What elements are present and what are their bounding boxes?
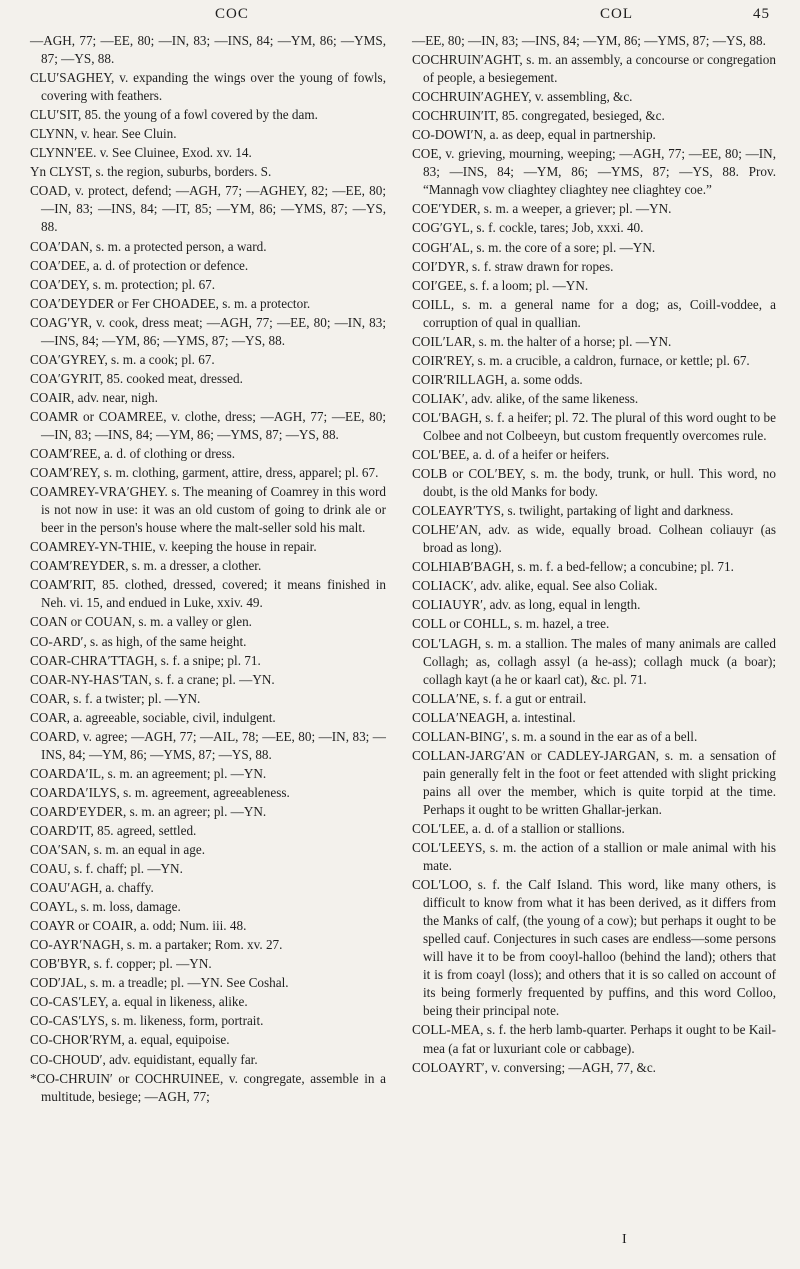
dictionary-entry: COLIAUYR′, adv. as long, equal in length. [412,597,641,613]
left-column [30,32,386,1107]
signature-mark: I [622,1232,627,1247]
dictionary-entry: CO-CHOR′RYM, a. equal, equipoise. [30,1032,230,1048]
dictionary-entry: COE′YDER, s. m. a weeper, a griever; pl. —YN. [412,201,672,217]
dictionary-entry: COAM′REY, s. m. clothing, garment, attire, dress, apparel; pl. 67. [30,465,379,481]
dictionary-entry: COA′DEE, a. d. of protection or defence. [30,257,249,273]
dictionary-entry: COL′BAGH, s. f. a heifer; pl. 72. The plural of this word ought to be Colbee and not Colbeeyn, but custom frequently overcomes rule. [412,409,776,443]
dictionary-entry: COLLAN-JARG′AN or CADLEY-JARGAN, s. m. a sensation of pain generally felt in the foot or feet attended with slight pricking pains all over the member, which is quite torpid at the time. Perhaps it ought to be written Ghallar-jerkan. [412,747,776,817]
left-guide-word: COC [215,6,249,22]
dictionary-entry: COAR, s. f. a twister; pl. —YN. [30,690,201,706]
dictionary-entry: COAMREY-YN-THIE, v. keeping the house in repair. [30,539,317,555]
dictionary-entry: COAMREY-VRA′GHEY. s. The meaning of Coamrey in this word is not now in use: it was an old custom of going to drink ale or beer in the person's house where the malt-seller sold his malt. [30,484,386,536]
dictionary-entry: COCHRUIN′IT, 85. congregated, besieged, &c. [412,108,665,124]
dictionary-entry: COA′DEYDER or Fer CHOADEE, s. m. a protector. [30,295,311,311]
dictionary-entry: CO-CAS′LYS, s. m. likeness, form, portrait. [30,1013,264,1029]
dictionary-entry: COAD, v. protect, defend; —AGH, 77; —AGHEY, 82; —EE, 80; —IN, 83; —INS, 84; —IT, 85; —YM, 86; —YMS, 87; —YS, 88. [30,183,386,235]
dictionary-entry: COLOAYRT′, v. conversing; —AGH, 77, &c. [412,1059,656,1075]
dictionary-entry: COLLA′NEAGH, a. intestinal. [412,709,576,725]
right-guide-word: COL [600,6,633,22]
dictionary-entry: CO-DOWI′N, a. as deep, equal in partnership. [412,127,656,143]
right-column [412,32,776,1078]
dictionary-entry: COILL, s. m. a general name for a dog; as, Coill-voddee, a corruption of qual in quallian. [412,296,776,330]
dictionary-entry: COLHE′AN, adv. as wide, equally broad. Colhean coliauyr (as broad as long). [412,522,776,556]
dictionary-entry: —EE, 80; —IN, 83; —INS, 84; —YM, 86; —YMS, 87; —YS, 88. [412,33,766,48]
dictionary-entry: COLIACK′, adv. alike, equal. See also Coliak. [412,578,658,594]
dictionary-entry: COA′GYRIT, 85. cooked meat, dressed. [30,370,243,386]
dictionary-entry: COARDA′ILYS, s. m. agreement, agreeableness. [30,784,290,800]
dictionary-entry: COARDA′IL, s. m. an agreement; pl. —YN. [30,765,267,781]
dictionary-entry: COAG′YR, v. cook, dress meat; —AGH, 77; —EE, 80; —IN, 83; —INS, 84; —YM, 86; —YMS, 87; —YS, 88. [30,314,386,348]
dictionary-entry: COLB or COL′BEY, s. m. the body, trunk, or hull. This word, no doubt, is the old Manks for body. [412,466,776,500]
dictionary-entry: COLHIAB′BAGH, s. m. f. a bed-fellow; a concubine; pl. 71. [412,559,734,575]
dictionary-entry: COE, v. grieving, mourning, weeping; —AGH, 77; —EE, 80; —IN, 83; —INS, 84; —YM, 86; —YMS, 87; —YS, 88. Prov. “Mannagh vow cliaghtey cliaghtey nee cliaghtey coe.” [412,146,776,198]
dictionary-entry: COAIR, adv. near, nigh. [30,389,158,405]
dictionary-entry: COAR-NY-HAS′TAN, s. f. a crane; pl. —YN. [30,671,275,687]
dictionary-entry: COL′BEE, a. d. of a heifer or heifers. [412,447,610,463]
dictionary-entry: COA′GYREY, s. m. a cook; pl. 67. [30,351,215,367]
dictionary-entry: COL′LEE, a. d. of a stallion or stallions. [412,820,625,836]
dictionary-entry: COAU, s. f. chaff; pl. —YN. [30,861,183,877]
dictionary-entry: COB′BYR, s. f. copper; pl. —YN. [30,956,212,972]
dictionary-entry: COAM′REE, a. d. of clothing or dress. [30,446,236,462]
dictionary-entry: CLU′SIT, 85. the young of a fowl covered by the dam. [30,107,318,123]
dictionary-entry: COAR-CHRA′TTAGH, s. f. a snipe; pl. 71. [30,652,261,668]
dictionary-entry: COL′LEEYS, s. m. the action of a stallion or male animal with his mate. [412,840,776,874]
dictionary-entry: CO-AYR′NAGH, s. m. a partaker; Rom. xv. 27. [30,937,283,953]
dictionary-entry: COARD, v. agree; —AGH, 77; —AIL, 78; —EE, 80; —IN, 83; —INS, 84; —YM, 86; —YMS, 87; —YS, 88. [30,728,386,762]
dictionary-entry: COLL-MEA, s. f. the herb lamb-quarter. Perhaps it ought to be Kail-mea (a fat or luxuriant cole or cabbage). [412,1022,776,1056]
dictionary-entry: COA′DAN, s. m. a protected person, a ward. [30,238,267,254]
dictionary-entry: COLL or COHLL, s. m. hazel, a tree. [412,616,610,632]
dictionary-entry: CLYNN, v. hear. See Cluin. [30,126,177,142]
dictionary-entry: —AGH, 77; —EE, 80; —IN, 83; —INS, 84; —YM, 86; —YMS, 87; —YS, 88. [30,33,386,67]
dictionary-entry: COLIAK′, adv. alike, of the same likeness. [412,390,639,406]
running-header [0,6,800,28]
dictionary-entry: CO-ARD′, s. as high, of the same height. [30,633,247,649]
dictionary-entry: COAYR or COAIR, a. odd; Num. iii. 48. [30,918,247,934]
dictionary-entry: COARD′EYDER, s. m. an agreer; pl. —YN. [30,803,267,819]
dictionary-entry: COAYL, s. m. loss, damage. [30,899,181,915]
dictionary-entry: COL′LOO, s. f. the Calf Island. This word, like many others, is difficult to know from what it has been derived, as it differs from the Manks of calf, (the young of a cow); but perhaps it ought to be spelled cauf. Conjectures in such cases are endless—some persons will have it to be from cooyl-halloo (behind the land); others that it is from coayl (loss); and others that it is so called on account of its being formerly frequented by puffins, and this word Colloo, being their principal note. [412,877,776,1019]
dictionary-entry: CO-CHOUD′, adv. equidistant, equally far. [30,1051,258,1067]
page-number: 45 [753,6,770,22]
dictionary-entry: COG′GYL, s. f. cockle, tares; Job, xxxi. 40. [412,220,644,236]
dictionary-entry: COIR′REY, s. m. a crucible, a caldron, furnace, or kettle; pl. 67. [412,352,750,368]
dictionary-entry: CO-CAS′LEY, a. equal in likeness, alike. [30,994,248,1010]
dictionary-entry: COAU′AGH, a. chaffy. [30,880,154,896]
dictionary-entry: CLYNN′EE. v. See Cluinee, Exod. xv. 14. [30,145,252,161]
dictionary-entry: COLLAN-BING′, s. m. a sound in the ear as of a bell. [412,728,698,744]
dictionary-entry: COA′DEY, s. m. protection; pl. 67. [30,276,216,292]
dictionary-entry: COAMR or COAMREE, v. clothe, dress; —AGH, 77; —EE, 80; —IN, 83; —INS, 84; —YM, 86; —YMS, 87; —YS, 88. [30,408,386,442]
dictionary-entry: COLLA′NE, s. f. a gut or entrail. [412,690,587,706]
dictionary-entry: COLEAYR′TYS, s. twilight, partaking of light and darkness. [412,503,734,519]
dictionary-entry: COAM′REYDER, s. m. a dresser, a clother. [30,558,262,574]
dictionary-entry: COI′DYR, s. f. straw drawn for ropes. [412,258,614,274]
dictionary-entry: COIR′RILLAGH, a. some odds. [412,371,583,387]
dictionary-entry: COAN or COUAN, s. m. a valley or glen. [30,614,252,630]
dictionary-entry: COAR, a. agreeable, sociable, civil, indulgent. [30,709,276,725]
dictionary-entry: COD′JAL, s. m. a treadle; pl. —YN. See Coshal. [30,975,289,991]
dictionary-entry: COARD′IT, 85. agreed, settled. [30,822,197,838]
dictionary-entry: COAM′RIT, 85. clothed, dressed, covered; it means finished in Neh. vi. 15, and endued in Luke, xxiv. 49. [30,577,386,611]
dictionary-entry: COIL′LAR, s. m. the halter of a horse; pl. —YN. [412,333,672,349]
dictionary-entry: COA′SAN, s. m. an equal in age. [30,842,206,858]
dictionary-entry: Yn CLYST, s. the region, suburbs, borders. S. [30,164,272,180]
dictionary-entry: COGH′AL, s. m. the core of a sore; pl. —YN. [412,239,656,255]
dictionary-entry: COCHRUIN′AGHEY, v. assembling, &c. [412,89,633,105]
dictionary-entry: CLU′SAGHEY, v. expanding the wings over the young of fowls, covering with feathers. [30,70,386,104]
dictionary-entry: COI′GEE, s. f. a loom; pl. —YN. [412,277,589,293]
dictionary-entry: COCHRUIN′AGHT, s. m. an assembly, a concourse or congregation of people, a besiegement. [412,52,776,86]
dictionary-entry: *CO-CHRUIN′ or COCHRUINEE, v. congregate, assemble in a multitude, besiege; —AGH, 77; [30,1070,386,1104]
dictionary-entry: COL′LAGH, s. m. a stallion. The males of many animals are called Collagh; as, collagh assyl (a he-ass); collagh muck (a boar); collagh kayt (a he or kaarl cat), &c. pl. 71. [412,635,776,687]
